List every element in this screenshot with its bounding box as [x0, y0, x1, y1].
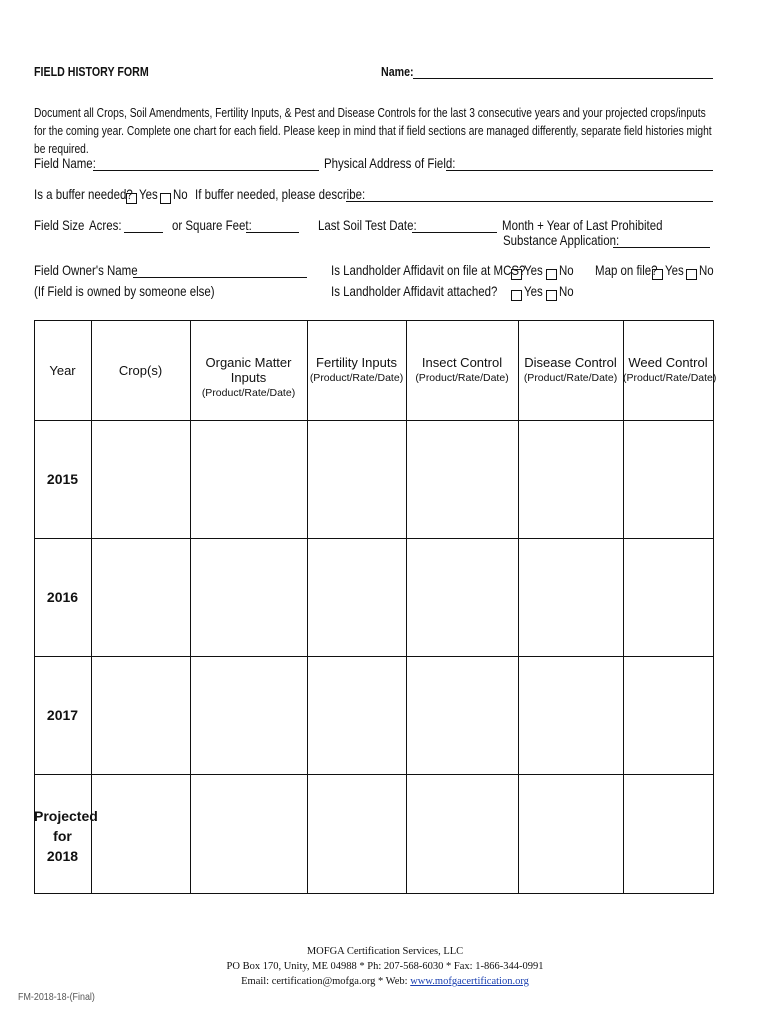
- square-feet-field[interactable]: [246, 232, 299, 233]
- header-year: Year: [49, 363, 76, 378]
- field-owner-label: Field Owner's Name: [34, 262, 138, 278]
- acres-field[interactable]: [124, 232, 163, 233]
- last-soil-test-label: Last Soil Test Date:: [318, 217, 417, 233]
- physical-address-field[interactable]: [446, 170, 713, 171]
- buffer-no-label: No: [173, 186, 188, 202]
- header-crops: Crop(s): [118, 363, 163, 378]
- field-name-label: Field Name:: [34, 155, 96, 171]
- year-cell-2017: 2017: [46, 707, 79, 723]
- affidavit-attached-yes-checkbox[interactable]: [511, 287, 525, 305]
- affidavit-on-file-no-label: No: [559, 262, 574, 278]
- field-name-field[interactable]: [93, 170, 319, 171]
- year-cell-2015: 2015: [46, 471, 79, 487]
- affidavit-on-file-no-checkbox[interactable]: [546, 266, 560, 284]
- affidavit-attached-no-label: No: [559, 283, 574, 299]
- map-on-file-no-label: No: [699, 262, 714, 278]
- affidavit-on-file-label: Is Landholder Affidavit on file at MCS?: [331, 262, 526, 278]
- map-on-file-yes-label: Yes: [665, 262, 684, 278]
- buffer-yes-label: Yes: [139, 186, 158, 202]
- physical-address-label: Physical Address of Field:: [324, 155, 456, 171]
- footer-org: MOFGA Certification Services, LLC: [306, 946, 464, 957]
- prohibited-substance-label-line1: Month + Year of Last Prohibited: [502, 217, 663, 233]
- footer-contact: Email: certification@mofga.org * Web: www.mofgacertification.org: [241, 976, 529, 987]
- footer-web-link[interactable]: www.mofgacertification.org: [410, 976, 529, 987]
- last-soil-test-field[interactable]: [412, 232, 497, 233]
- name-label: Name:: [381, 64, 414, 79]
- header-weed-control: Weed Control (Product/Rate/Date): [623, 355, 717, 384]
- header-organic-matter-inputs: Organic Matter Inputs (Product/Rate/Date): [201, 355, 296, 399]
- footer: [0, 944, 770, 989]
- header-disease-control: Disease Control (Product/Rate/Date): [523, 355, 618, 384]
- year-cell-projected-2018: Projected for 2018: [34, 808, 98, 864]
- affidavit-attached-yes-label: Yes: [524, 283, 543, 299]
- header-fertility-inputs: Fertility Inputs (Product/Rate/Date): [309, 355, 404, 384]
- acres-label: Acres:: [89, 217, 122, 233]
- map-on-file-yes-checkbox[interactable]: [652, 266, 666, 284]
- buffer-no-checkbox[interactable]: [160, 190, 174, 208]
- header-insect-control: Insect Control (Product/Rate/Date): [415, 355, 509, 384]
- prohibited-substance-field[interactable]: [613, 247, 710, 248]
- map-on-file-no-checkbox[interactable]: [686, 266, 700, 284]
- field-size-label: Field Size: [34, 217, 85, 233]
- form-title: FIELD HISTORY FORM: [34, 64, 149, 79]
- prohibited-substance-label-line2: Substance Application:: [503, 232, 620, 248]
- affidavit-on-file-yes-checkbox[interactable]: [511, 266, 525, 284]
- field-owner-field[interactable]: [133, 277, 307, 278]
- footer-address: PO Box 170, Unity, ME 04988 * Ph: 207-568-6030 * Fax: 1-866-344-0991: [226, 961, 544, 972]
- buffer-describe-label: If buffer needed, please describe:: [195, 186, 366, 202]
- form-code: FM-2018-18-(Final): [18, 991, 95, 1003]
- name-field[interactable]: [413, 78, 713, 79]
- buffer-question-label: Is a buffer needed?: [34, 186, 133, 202]
- map-on-file-label: Map on file?: [595, 262, 658, 278]
- buffer-description-field[interactable]: [346, 201, 713, 202]
- affidavit-attached-no-checkbox[interactable]: [546, 287, 560, 305]
- year-cell-2016: 2016: [46, 589, 79, 605]
- square-feet-label: or Square Feet:: [172, 217, 252, 233]
- field-owner-note: (If Field is owned by someone else): [34, 283, 215, 299]
- buffer-yes-checkbox[interactable]: [126, 190, 140, 208]
- instructions-text: Document all Crops, Soil Amendments, Fertility Inputs, & Pest and Disease Controls for the last 3 consecutive years and your projected crops/inputs for the coming year. Complete one chart for each field. Please keep in mind that if field sections are managed differently, separate field histories might be required.: [34, 106, 712, 156]
- field-history-table: [34, 320, 717, 894]
- affidavit-attached-label: Is Landholder Affidavit attached?: [331, 283, 498, 299]
- affidavit-on-file-yes-label: Yes: [524, 262, 543, 278]
